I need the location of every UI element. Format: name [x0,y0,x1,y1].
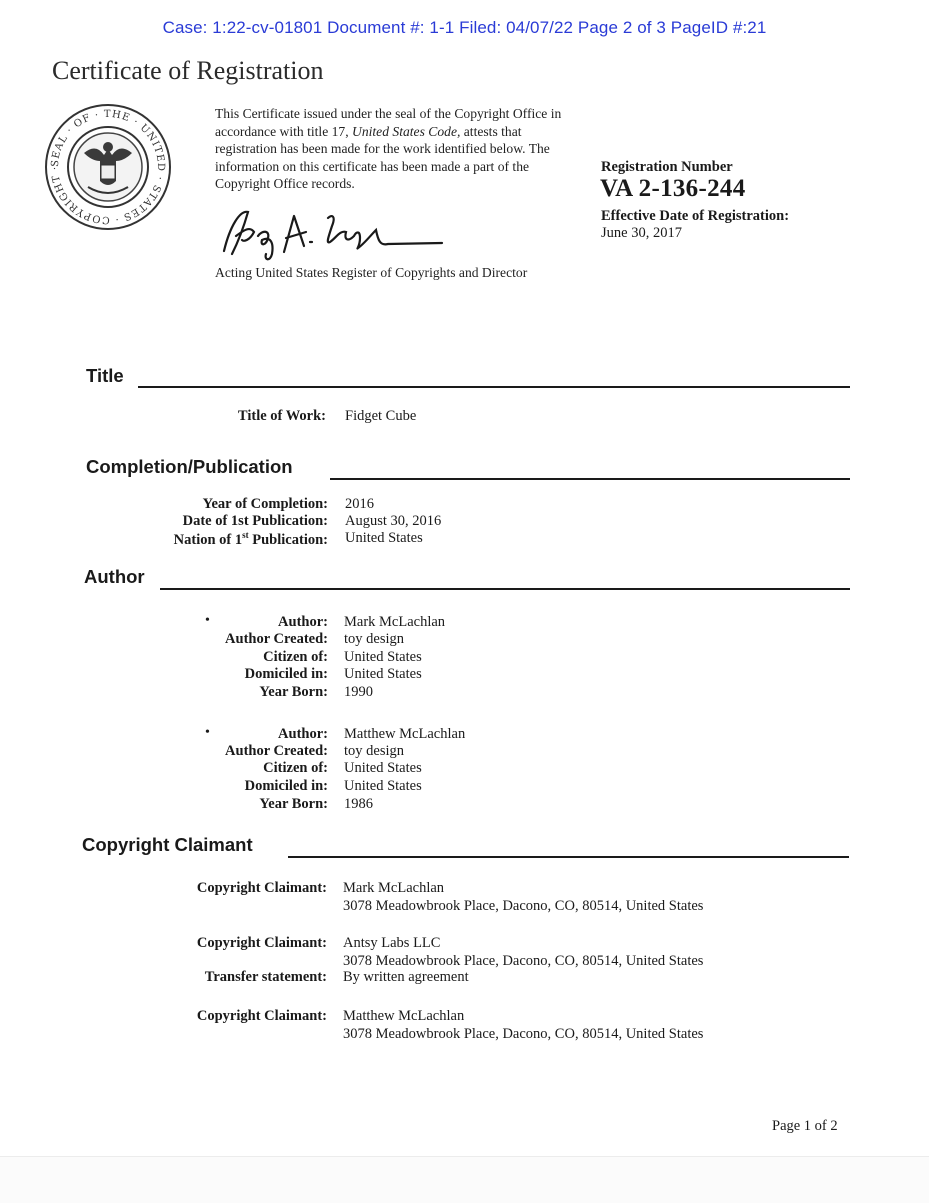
copyright-office-seal-icon [44,103,172,231]
nation-label-post: Publication: [248,531,328,548]
registration-number-label: Registration Number [601,159,733,175]
title-of-work-value: Fidget Cube [345,408,417,424]
author-1-born-label: Year Born: [259,684,328,700]
claimant-3-name: Matthew McLachlan [343,1008,465,1024]
first-publication-value: August 30, 2016 [345,513,442,529]
section-author-heading: Author [84,566,145,587]
registration-number: VA 2-136-244 [600,175,746,202]
page-number: Page 1 of 2 [772,1118,838,1134]
year-of-completion-label: Year of Completion: [202,496,328,512]
certificate-statement [215,105,565,193]
statement-part-1: This Certificate issued under the seal of the Copyright Office in accordance with title 17, [215,106,562,139]
section-title-heading: Title [86,365,124,386]
author-2-domiciled-label: Domiciled in: [244,778,328,794]
page-bottom-edge [0,1156,929,1203]
claimant-1-name: Mark McLachlan [343,880,445,896]
author-2-label: Author: [278,726,328,742]
author-1-created-value: toy design [344,631,405,647]
signer-title: Acting United States Register of Copyrights and Director [215,265,528,280]
statement-code: United States Code, [352,123,461,139]
seal-ring-text: SEAL · OF · THE · UNITED · STATES · COPYRIGHT · [49,108,167,226]
signature-icon [210,196,450,266]
transfer-statement-label: Transfer statement: [204,969,327,985]
effective-date: June 30, 2017 [601,225,682,241]
statement-part-2: attests that registration has been made for the work identified below. The information on this certificate has been made a part of the Copyright Office records. [215,123,550,191]
case-header: Case: 1:22-cv-01801 Document #: 1-1 Filed: 04/07/22 Page 2 of 3 PageID #:21 [162,18,767,37]
author-2-value: Matthew McLachlan [344,726,466,742]
title-of-work-label: Title of Work: [237,408,326,424]
section-claimant-heading: Copyright Claimant [82,834,253,855]
author-1-citizen-value: United States [344,649,422,665]
author-2-citizen-value: United States [344,760,422,776]
author-1-domiciled-value: United States [344,666,422,682]
author-2-citizen-label: Citizen of: [263,760,328,776]
claimant-3-address: 3078 Meadowbrook Place, Dacono, CO, 80514, United States [343,1026,704,1042]
section-completion-heading: Completion/Publication [86,456,293,477]
claimant-2-name: Antsy Labs LLC [343,935,441,951]
author-2-bullet: • [205,725,210,740]
claimant-1-label: Copyright Claimant: [196,880,327,896]
author-1-born-value: 1990 [344,684,373,700]
author-1-domiciled-label: Domiciled in: [244,666,328,682]
author-1-bullet: • [205,613,210,628]
certificate-title: Certificate of Registration [52,56,324,85]
author-2-born-label: Year Born: [259,796,328,812]
claimant-1-address: 3078 Meadowbrook Place, Dacono, CO, 80514, United States [343,898,704,914]
nation-label-pre: Nation of 1 [173,531,243,548]
author-1-citizen-label: Citizen of: [263,649,328,665]
author-1-label: Author: [278,614,328,630]
section-claimant-rule [288,856,849,858]
nation-publication-label [120,530,328,549]
claimant-3-label: Copyright Claimant: [196,1008,327,1024]
section-title-rule [138,386,850,388]
effective-date-label: Effective Date of Registration: [601,208,790,224]
transfer-statement-value: By written agreement [343,969,469,985]
section-author-rule [160,588,850,590]
author-1-created-label: Author Created: [225,631,328,647]
section-completion-rule [330,478,850,480]
nation-publication-value: United States [345,530,423,546]
claimant-2-label: Copyright Claimant: [196,935,327,951]
author-2-created-label: Author Created: [225,743,328,759]
author-2-created-value: toy design [344,743,405,759]
author-2-born-value: 1986 [344,796,373,812]
first-publication-label: Date of 1st Publication: [182,513,328,529]
author-1-value: Mark McLachlan [344,614,446,630]
claimant-2-address: 3078 Meadowbrook Place, Dacono, CO, 80514, United States [343,953,704,969]
author-2-domiciled-value: United States [344,778,422,794]
nation-label-sup: st [242,530,249,540]
year-of-completion-value: 2016 [345,496,374,512]
